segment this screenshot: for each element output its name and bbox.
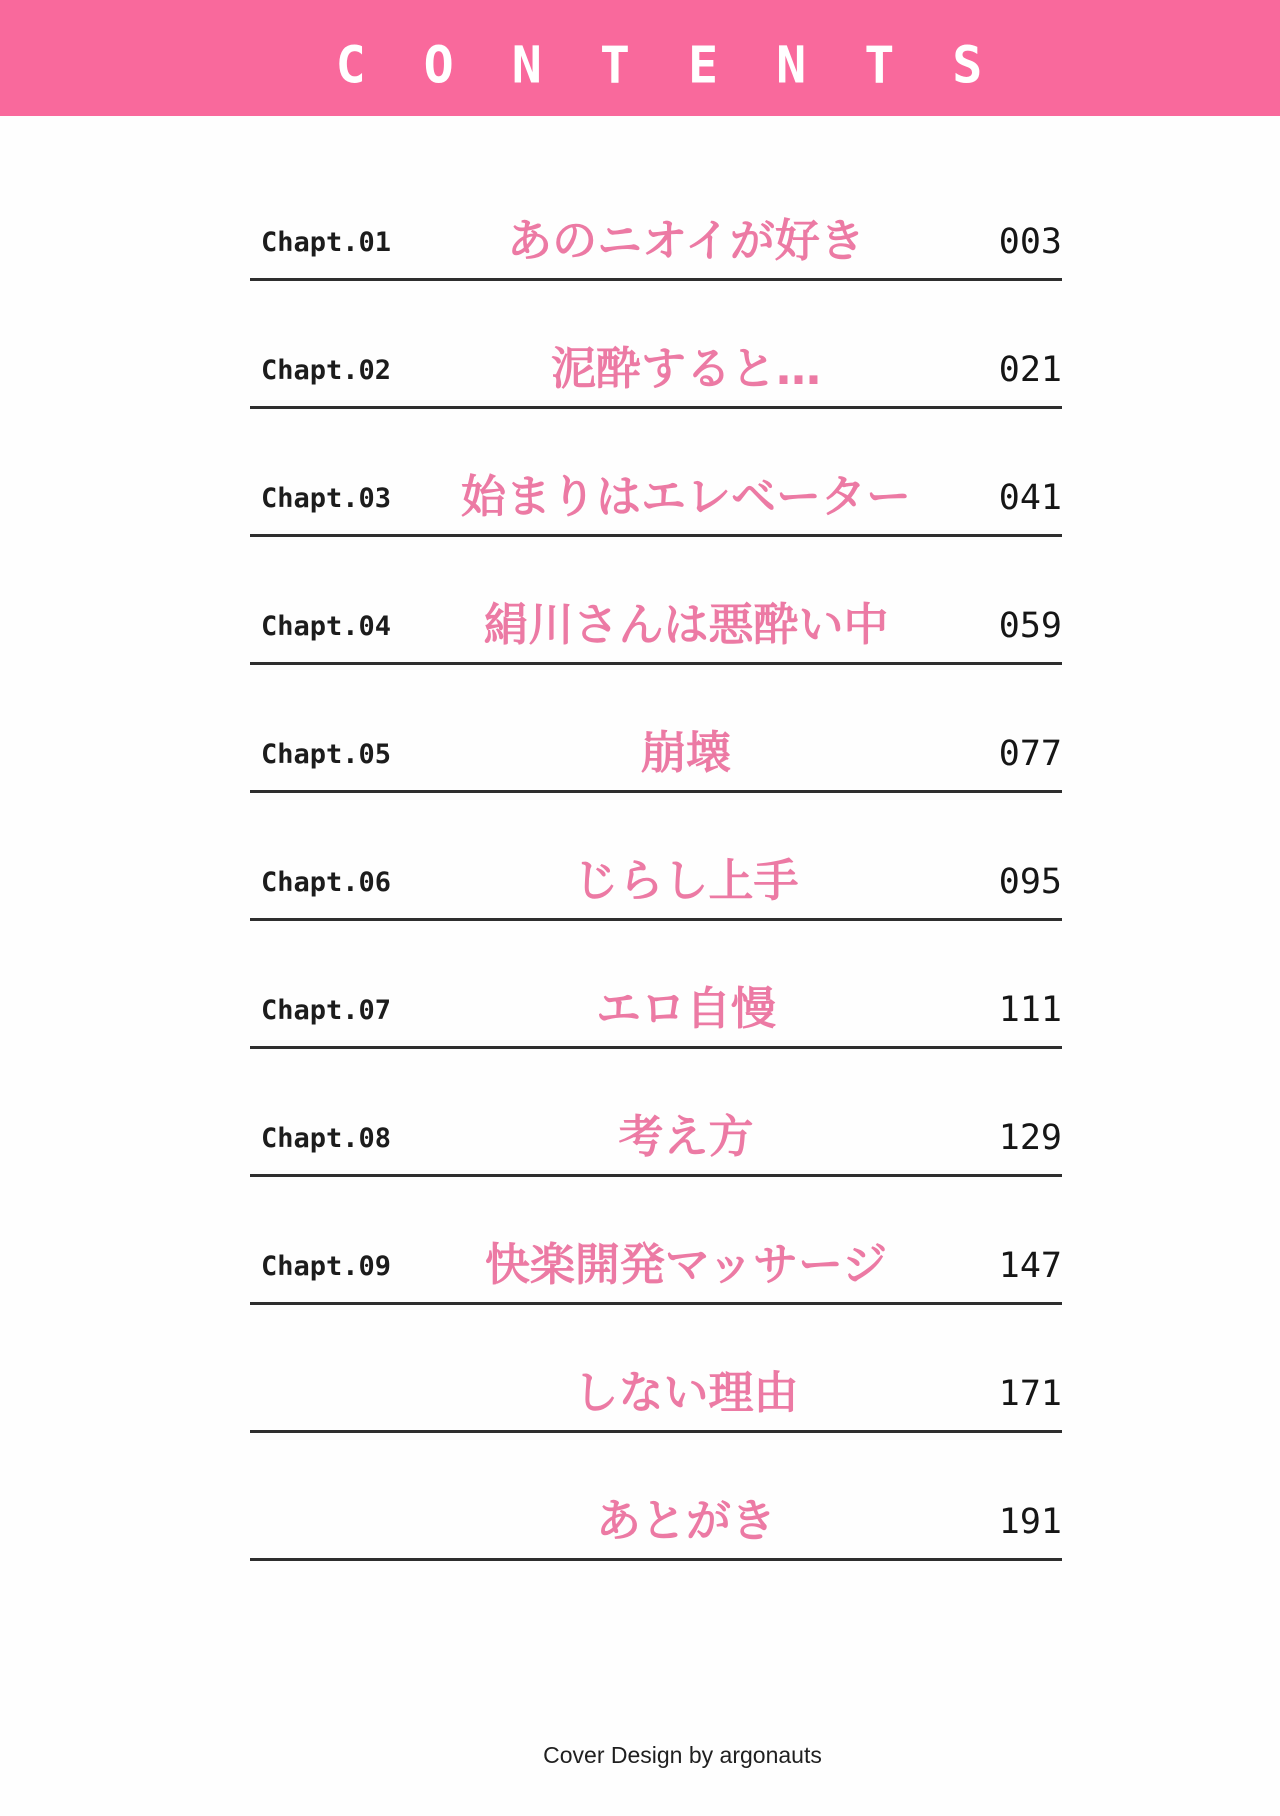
chapter-label: Chapt.03	[261, 483, 392, 515]
toc-row	[250, 153, 1062, 281]
page-title: CONTENTS	[335, 35, 1041, 95]
chapter-page-number: 003	[998, 222, 1062, 262]
chapter-label: Chapt.01	[261, 227, 392, 259]
chapter-label	[250, 1410, 430, 1416]
chapter-title: 考え方	[618, 1109, 754, 1163]
chapter-label: Chapt.09	[261, 1251, 392, 1283]
chapter-label: Chapt.02	[261, 355, 392, 387]
page-header	[0, 0, 1280, 116]
chapter-page-number: 147	[998, 1246, 1062, 1286]
chapter-label: Chapt.07	[261, 995, 392, 1027]
toc-row	[250, 1305, 1062, 1433]
toc-row	[250, 537, 1062, 665]
chapter-label: Chapt.04	[261, 611, 392, 643]
toc-row	[250, 281, 1062, 409]
chapter-title: あとがき	[595, 1493, 776, 1547]
chapter-title: 絹川さんは悪酔い中	[483, 597, 889, 651]
chapter-label: Chapt.05	[261, 739, 392, 771]
chapter-title: 始まりはエレベーター	[460, 469, 911, 523]
chapter-label: Chapt.06	[261, 867, 392, 899]
chapter-page-number: 021	[998, 350, 1062, 390]
footer-credit: Cover Design by argonauts	[543, 1742, 822, 1768]
chapter-title: しない理由	[573, 1365, 799, 1419]
chapter-label: Chapt.08	[261, 1123, 392, 1155]
chapter-title: じらし上手	[573, 853, 799, 907]
chapter-label	[250, 1538, 430, 1544]
toc-list	[250, 153, 1062, 1561]
chapter-title: 快楽開発マッサージ	[484, 1237, 888, 1291]
chapter-page-number: 171	[998, 1374, 1062, 1414]
chapter-title: エロ自慢	[595, 981, 776, 1035]
chapter-page-number: 095	[998, 862, 1062, 902]
toc-row	[250, 793, 1062, 921]
toc-row	[250, 1177, 1062, 1305]
chapter-page-number: 077	[998, 734, 1062, 774]
toc-row	[250, 1433, 1062, 1561]
chapter-title: あのニオイが好き	[507, 213, 865, 267]
chapter-page-number: 041	[998, 478, 1062, 518]
chapter-page-number: 191	[998, 1502, 1062, 1542]
toc-row	[250, 921, 1062, 1049]
toc-row	[250, 409, 1062, 537]
chapter-page-number: 111	[998, 990, 1062, 1030]
chapter-title: 泥酔すると…	[550, 341, 821, 395]
chapter-page-number: 059	[998, 606, 1062, 646]
toc-row	[250, 665, 1062, 793]
toc-row	[250, 1049, 1062, 1177]
chapter-page-number: 129	[998, 1118, 1062, 1158]
chapter-title: 崩壊	[640, 725, 731, 779]
